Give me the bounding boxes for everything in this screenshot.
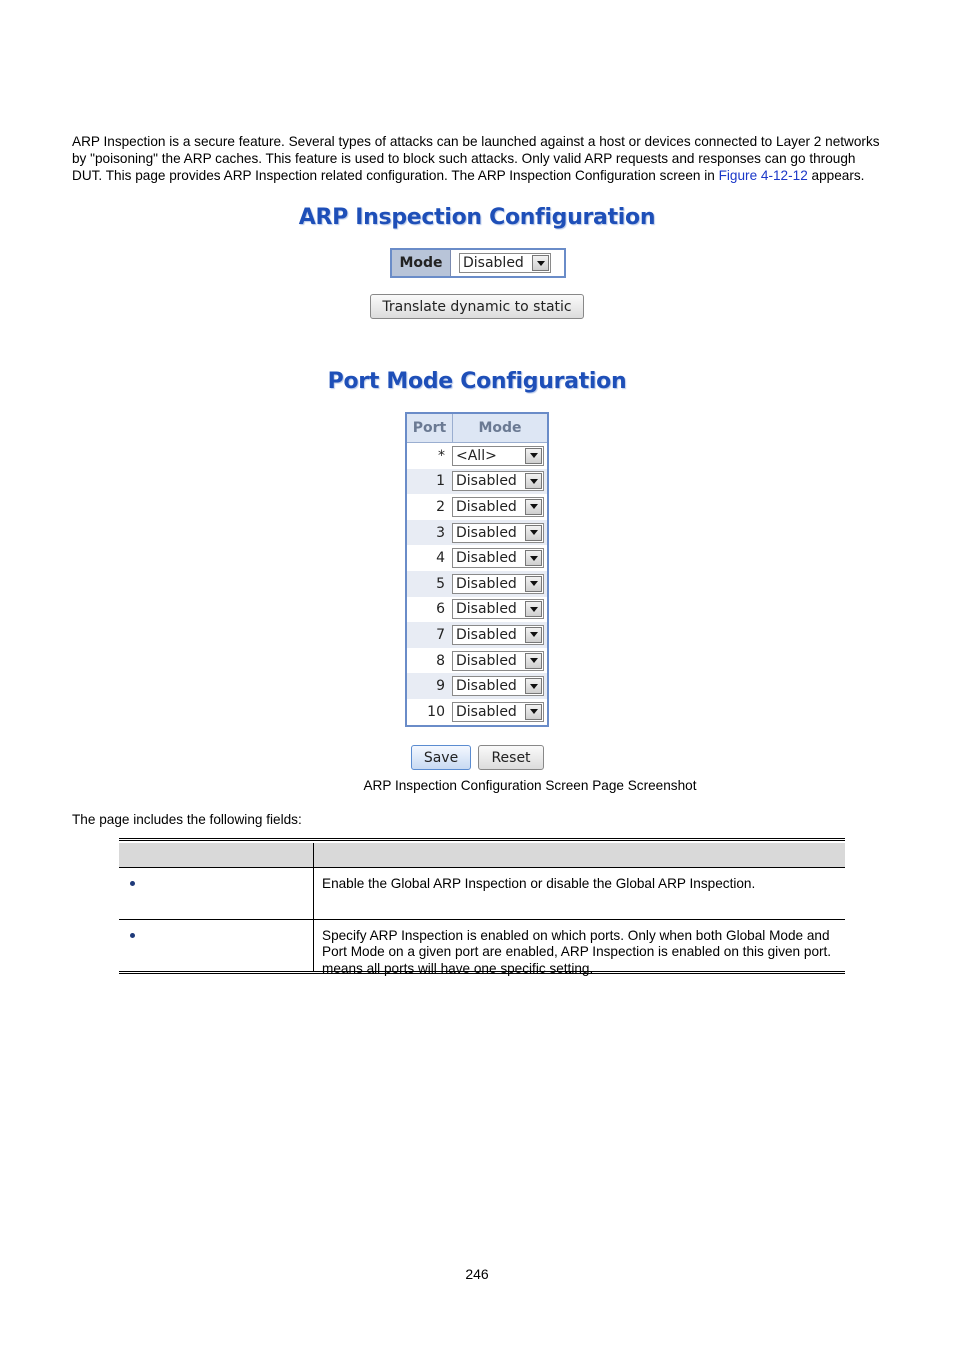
port-mode-select[interactable] bbox=[452, 599, 544, 619]
fields-table-header bbox=[119, 843, 845, 868]
port-number: 1 bbox=[436, 473, 445, 490]
translate-dynamic-to-static-button[interactable]: Translate dynamic to static bbox=[370, 294, 584, 319]
table-row bbox=[119, 868, 845, 919]
reset-button[interactable]: Reset bbox=[478, 745, 544, 770]
port-number: 3 bbox=[436, 524, 445, 541]
port-mode-table-header bbox=[407, 414, 547, 443]
fields-table bbox=[119, 838, 854, 976]
port-mode-value: Disabled bbox=[456, 601, 517, 618]
port-mode-value: <All> bbox=[456, 447, 497, 464]
port-mode-value: Disabled bbox=[456, 473, 517, 490]
mode-column-header: Mode bbox=[478, 420, 522, 436]
port-number: 9 bbox=[436, 678, 445, 695]
chevron-down-icon[interactable] bbox=[525, 678, 542, 694]
port-mode-select[interactable] bbox=[452, 574, 544, 594]
table-row bbox=[407, 520, 547, 546]
global-mode-cell bbox=[451, 250, 564, 276]
chevron-down-icon[interactable] bbox=[525, 704, 542, 720]
figure-caption: ARP Inspection Configuration Screen Page Screenshot bbox=[363, 778, 697, 793]
port-mode-title: Port Mode Configuration bbox=[327, 369, 627, 394]
port-mode-select[interactable] bbox=[452, 702, 544, 722]
table-row bbox=[119, 919, 854, 976]
object-cell bbox=[119, 920, 314, 971]
chevron-down-icon[interactable] bbox=[525, 653, 542, 669]
port-mode-table bbox=[405, 412, 549, 727]
bullet-icon bbox=[130, 933, 135, 938]
port-mode-select[interactable] bbox=[452, 471, 544, 491]
table-row bbox=[407, 571, 547, 597]
chevron-down-icon[interactable] bbox=[525, 576, 542, 592]
port-mode-select[interactable] bbox=[452, 497, 544, 517]
chevron-down-icon[interactable] bbox=[525, 601, 542, 617]
chevron-down-icon[interactable] bbox=[525, 525, 542, 541]
description-column-header bbox=[314, 843, 845, 867]
port-mode-select[interactable] bbox=[452, 548, 544, 568]
table-row bbox=[407, 597, 547, 623]
table-row bbox=[407, 443, 547, 469]
port-mode-select[interactable] bbox=[452, 625, 544, 645]
port-number: 10 bbox=[427, 703, 445, 720]
port-mode-select[interactable] bbox=[452, 523, 544, 543]
object-column-header bbox=[119, 843, 314, 867]
port-mode-value: Disabled bbox=[456, 524, 517, 541]
port-number: 7 bbox=[436, 626, 445, 643]
port-mode-value: Disabled bbox=[456, 626, 517, 643]
intro-paragraph: ARP Inspection is a secure feature. Several types of attacks can be launched against a host or devices connected to Layer 2 networks by "poisoning" the ARP caches. This feature is used to block such attacks. Only valid ARP requests and responses can go through DUT. This page provides ARP Inspection related configuration. The ARP Inspection Configuration screen in Figure 4-12-12 appears. bbox=[72, 134, 880, 183]
chevron-down-icon[interactable] bbox=[525, 473, 542, 489]
port-number: * bbox=[438, 447, 445, 464]
port-mode-select[interactable] bbox=[452, 446, 544, 466]
port-mode-value: Disabled bbox=[456, 575, 517, 592]
table-row bbox=[407, 469, 547, 495]
table-row bbox=[407, 494, 547, 520]
port-number: 6 bbox=[436, 601, 445, 618]
chevron-down-icon[interactable] bbox=[525, 499, 542, 515]
port-number: 2 bbox=[436, 498, 445, 515]
port-mode-value: Disabled bbox=[456, 703, 517, 720]
port-mode-value: Disabled bbox=[456, 498, 517, 515]
global-mode-value: Disabled bbox=[463, 255, 524, 271]
port-mode-value: Disabled bbox=[456, 550, 517, 567]
bullet-icon bbox=[130, 881, 135, 886]
port-mode-value: Disabled bbox=[456, 652, 517, 669]
table-row bbox=[407, 622, 547, 648]
chevron-down-icon[interactable] bbox=[532, 255, 549, 271]
chevron-down-icon[interactable] bbox=[525, 550, 542, 566]
port-number: 5 bbox=[436, 575, 445, 592]
description-cell: Specify ARP Inspection is enabled on which ports. Only when both Global Mode and Port Mode on a given port are enabled, ARP Inspection is enabled on this given port. means all ports will have one specific setting. bbox=[322, 928, 854, 976]
description-cell: Enable the Global ARP Inspection or disable the Global ARP Inspection. bbox=[322, 876, 756, 891]
fields-intro: The page includes the following fields: bbox=[72, 812, 302, 827]
port-number: 4 bbox=[436, 550, 445, 567]
table-row bbox=[407, 699, 547, 725]
port-mode-value: Disabled bbox=[456, 678, 517, 695]
chevron-down-icon[interactable] bbox=[525, 627, 542, 643]
global-mode-select[interactable] bbox=[459, 253, 551, 273]
table-row bbox=[407, 545, 547, 571]
mode-label: Mode bbox=[392, 250, 451, 276]
chevron-down-icon[interactable] bbox=[525, 448, 542, 464]
arp-config-title: ARP Inspection Configuration bbox=[298, 205, 656, 230]
save-button[interactable]: Save bbox=[411, 745, 471, 770]
table-row bbox=[407, 673, 547, 699]
port-mode-select[interactable] bbox=[452, 651, 544, 671]
port-number: 8 bbox=[436, 652, 445, 669]
table-row bbox=[407, 648, 547, 674]
page-number: 246 bbox=[465, 1266, 489, 1282]
global-mode-box bbox=[390, 248, 566, 278]
figure-link[interactable]: Figure 4-12-12 bbox=[718, 167, 808, 183]
object-cell bbox=[119, 868, 314, 919]
port-mode-select[interactable] bbox=[452, 676, 544, 696]
port-column-header: Port bbox=[407, 414, 453, 442]
